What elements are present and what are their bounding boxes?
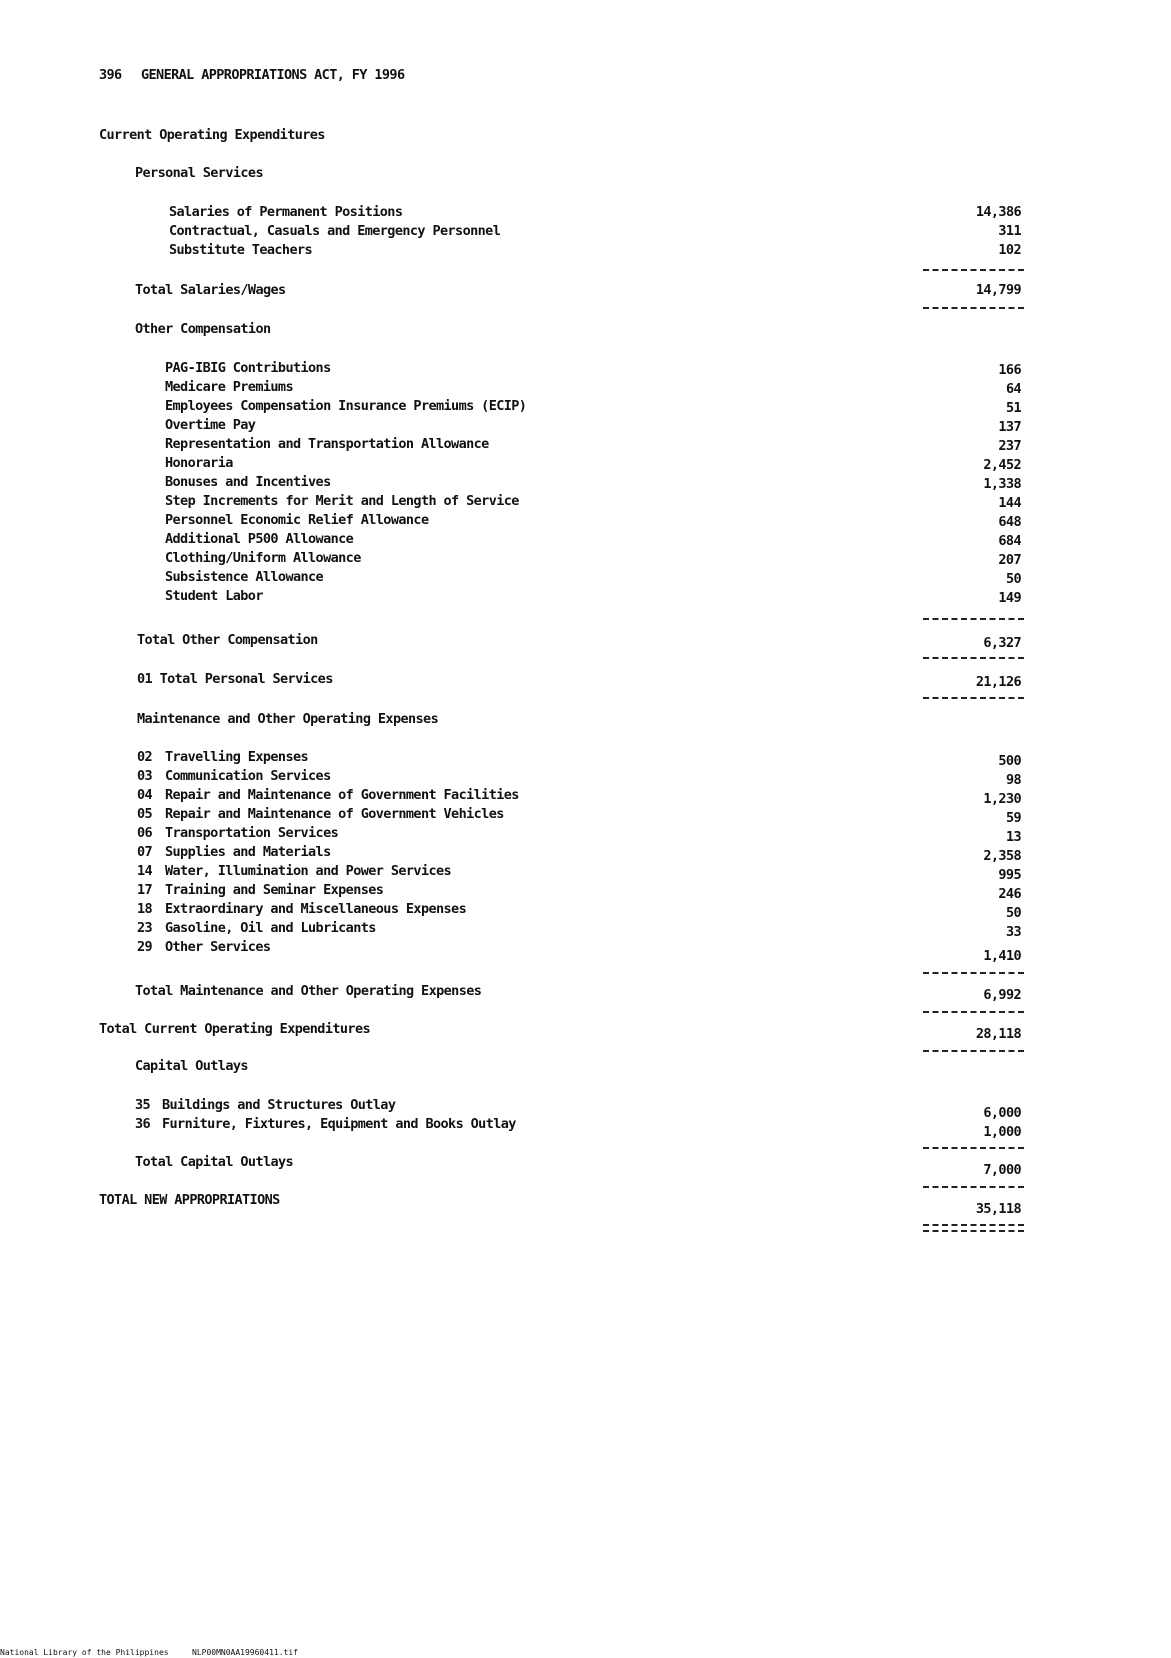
expense-code: 17 [137,882,153,898]
expense-item-amount: 98 [1005,772,1021,788]
footer-library: National Library of the Philippines [0,1648,169,1657]
total-other-compensation-amount: 6,327 [983,635,1021,651]
grand-total-amount: 35,118 [975,1201,1021,1217]
personal-services-heading: Personal Services [135,165,263,181]
compensation-item-amount: 2,452 [983,457,1021,473]
expense-code: 02 [137,749,153,765]
expense-code: 06 [137,825,153,841]
expense-item-label: Training and Seminar Expenses [165,882,384,898]
total-personal-services-amount: 21,126 [975,674,1021,690]
grand-total-label: TOTAL NEW APPROPRIATIONS [99,1192,280,1208]
page-number: 396 [99,67,122,83]
compensation-item-amount: 149 [998,590,1021,606]
compensation-item-amount: 648 [998,514,1021,530]
compensation-item-label: Medicare Premiums [165,379,293,395]
compensation-item-amount: 1,338 [983,476,1021,492]
expense-item-label: Water, Illumination and Power Services [165,863,452,879]
salary-item-amount: 14,386 [975,204,1021,220]
expense-item-label: Communication Services [165,768,331,784]
compensation-item-amount: 50 [1005,571,1021,587]
expense-item-amount: 246 [998,886,1021,902]
total-other-compensation-label: Total Other Compensation [137,632,318,648]
expense-code: 07 [137,844,153,860]
compensation-item-amount: 144 [998,495,1021,511]
subtotal-rule [923,1186,1024,1188]
salary-item-label: Substitute Teachers [169,242,313,258]
expense-code: 14 [137,863,153,879]
expense-item-amount: 13 [1005,829,1021,845]
total-rule [923,697,1024,699]
compensation-item-label: Representation and Transportation Allowance [165,436,489,452]
compensation-item-label: Personnel Economic Relief Allowance [165,512,429,528]
expense-item-amount: 50 [1005,905,1021,921]
compensation-item-label: Step Increments for Merit and Length of Service [165,493,519,509]
total-capital-outlays-label: Total Capital Outlays [135,1154,294,1170]
total-current-expenditures-label: Total Current Operating Expenditures [99,1021,370,1037]
subtotal-rule [923,972,1024,974]
compensation-item-label: Student Labor [165,588,263,604]
expense-code: 29 [137,939,153,955]
subtotal-rule [923,657,1024,659]
expense-item-label: Travelling Expenses [165,749,309,765]
total-current-expenditures-amount: 28,118 [975,1026,1021,1042]
compensation-item-amount: 207 [998,552,1021,568]
expense-item-amount: 2,358 [983,848,1021,864]
expense-item-amount: 500 [998,753,1021,769]
expense-item-label: Repair and Maintenance of Government Facilities [165,787,519,803]
compensation-item-label: Employees Compensation Insurance Premiums (ECIP) [165,398,527,414]
grand-total-double-rule [923,1224,1024,1232]
total-capital-outlays-amount: 7,000 [983,1162,1021,1178]
mooe-heading: Maintenance and Other Operating Expenses [137,711,439,727]
expense-item-amount: 59 [1005,810,1021,826]
expense-item-amount: 33 [1005,924,1021,940]
compensation-item-amount: 684 [998,533,1021,549]
expense-item-label: Other Services [165,939,271,955]
total-salaries-label: Total Salaries/Wages [135,282,286,298]
compensation-item-label: PAG-IBIG Contributions [165,360,331,376]
compensation-item-label: Clothing/Uniform Allowance [165,550,361,566]
expense-code: 18 [137,901,153,917]
compensation-item-label: Honoraria [165,455,233,471]
total-rule [923,307,1024,309]
subtotal-rule [923,1011,1024,1013]
total-rule [923,1050,1024,1052]
subtotal-rule [923,618,1024,620]
expense-item-label: Transportation Services [165,825,339,841]
footer-file-name: NLP00MN0AA19960411.tif [192,1648,298,1657]
outlay-item-label: Furniture, Fixtures, Equipment and Books Outlay [162,1116,516,1132]
expense-item-label: Extraordinary and Miscellaneous Expenses [165,901,467,917]
compensation-item-amount: 64 [1005,381,1021,397]
expense-item-amount: 995 [998,867,1021,883]
total-salaries-amount: 14,799 [975,282,1021,298]
compensation-item-amount: 237 [998,438,1021,454]
capital-outlays-heading: Capital Outlays [135,1058,248,1074]
salary-item-amount: 311 [998,223,1021,239]
total-mooe-amount: 6,992 [983,987,1021,1003]
outlay-code: 36 [135,1116,151,1132]
subtotal-rule [923,1147,1024,1149]
compensation-item-amount: 166 [998,362,1021,378]
other-compensation-heading: Other Compensation [135,321,271,337]
outlay-item-amount: 6,000 [983,1105,1021,1121]
expense-item-label: Gasoline, Oil and Lubricants [165,920,376,936]
outlay-item-label: Buildings and Structures Outlay [162,1097,396,1113]
expense-code: 05 [137,806,153,822]
compensation-item-label: Bonuses and Incentives [165,474,331,490]
total-personal-services-label: 01 Total Personal Services [137,671,333,687]
salary-item-amount: 102 [998,242,1021,258]
compensation-item-amount: 51 [1005,400,1021,416]
expense-code: 03 [137,768,153,784]
salary-item-label: Contractual, Casuals and Emergency Personnel [169,223,501,239]
outlay-item-amount: 1,000 [983,1124,1021,1140]
compensation-item-label: Subsistence Allowance [165,569,324,585]
subtotal-rule [923,269,1024,271]
outlay-code: 35 [135,1097,151,1113]
expense-item-label: Repair and Maintenance of Government Vehicles [165,806,504,822]
total-mooe-label: Total Maintenance and Other Operating Expenses [135,983,482,999]
page-header-title: GENERAL APPROPRIATIONS ACT, FY 1996 [141,67,405,83]
expense-code: 23 [137,920,153,936]
compensation-item-label: Additional P500 Allowance [165,531,354,547]
compensation-item-label: Overtime Pay [165,417,256,433]
compensation-item-amount: 137 [998,419,1021,435]
expense-item-label: Supplies and Materials [165,844,331,860]
expense-item-amount: 1,410 [983,948,1021,964]
section-title: Current Operating Expenditures [99,127,325,143]
salary-item-label: Salaries of Permanent Positions [169,204,403,220]
expense-code: 04 [137,787,153,803]
expense-item-amount: 1,230 [983,791,1021,807]
